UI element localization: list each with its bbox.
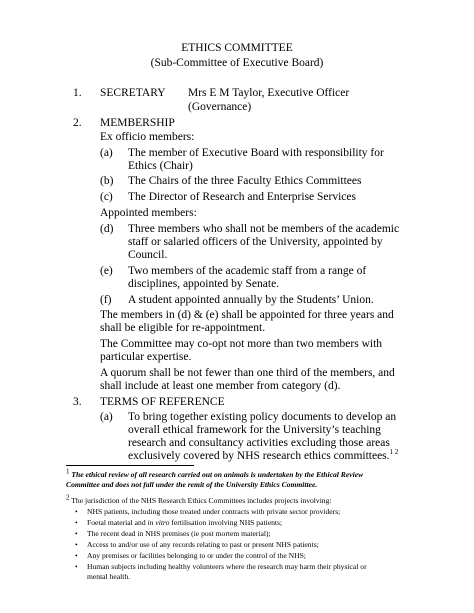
footnote-2-intro: The jurisdiction of the NHS Research Ethics Committees includes projects involving: [71, 496, 332, 505]
ex-officio-label: Ex officio members: [100, 131, 195, 143]
footnote-2 [66, 493, 332, 506]
section-number: 3. [73, 396, 82, 408]
bullet-icon: • [75, 507, 78, 516]
list-item-text: Three members who shall not be members of the academic [128, 223, 400, 235]
list-marker: (a) [100, 147, 113, 159]
footnote-mark: 1 [66, 467, 70, 476]
list-marker: (a) [100, 411, 113, 423]
section-number: 1. [73, 87, 82, 99]
bullet-icon: • [75, 551, 78, 560]
paragraph-text: shall be eligible for re-appointment. [100, 322, 266, 334]
page-subtitle: (Sub-Committee of Executive Board) [150, 57, 324, 69]
list-item-text: Ethics (Chair) [128, 160, 193, 172]
footnote-bullet-text-cont: mental health. [87, 572, 131, 581]
footnote-bullet-text: The recent dead in NHS premises (ie post mortem material); [87, 529, 271, 538]
list-marker: (c) [100, 191, 113, 203]
list-item-text: The Director of Research and Enterprise Services [128, 191, 356, 203]
paragraph-text: The members in (d) & (e) shall be appointed for three years and [100, 309, 394, 321]
section-title-membership: MEMBERSHIP [100, 117, 175, 129]
list-item-text: A student appointed annually by the Students’ Union. [128, 294, 374, 306]
bullet-icon: • [75, 540, 78, 549]
paragraph-text: A quorum shall be not fewer than one third of the members, and [100, 367, 395, 379]
footnote-reference[interactable]: 1 2 [389, 448, 399, 457]
list-marker: (e) [100, 265, 113, 277]
list-item-text: disciplines, appointed by Senate. [128, 278, 280, 290]
list-marker: (f) [100, 294, 112, 306]
list-marker: (d) [100, 223, 114, 235]
page-title: ETHICS COMMITTEE [181, 42, 293, 54]
terms-text: overall ethical framework for the University’s teaching [128, 424, 381, 436]
list-item-text: The member of Executive Board with responsibility for [128, 147, 384, 159]
terms-text: To bring together existing policy documents to develop an [128, 411, 397, 423]
terms-text: research and consultancy activities excluding those areas [128, 437, 390, 449]
footnote-1-text-cont: Committee and does not fall under the remit of the University Ethics Committee. [66, 480, 318, 489]
footnote-mark: 2 [66, 493, 70, 502]
list-item-text: The Chairs of the three Faculty Ethics Committees [128, 175, 362, 187]
list-item-text: Council. [128, 249, 168, 261]
section-number: 2. [73, 117, 82, 129]
footnote-1 [66, 467, 364, 480]
terms-text-last [128, 449, 398, 463]
footnote-bullet-text: Human subjects including healthy volunteers where the research may harm their physical or [87, 562, 367, 571]
terms-text: exclusively covered by NHS research ethics committees. [128, 450, 390, 462]
bullet-icon: • [75, 562, 78, 571]
list-marker: (b) [100, 175, 114, 187]
footnote-1-text: The ethical review of all research carried out on animals is undertaken by the Ethical Review [71, 470, 364, 479]
paragraph-text: shall include at least one member from category (d). [100, 380, 341, 392]
footnote-separator [66, 465, 194, 466]
footnote-bullet-text: Access to and/or use of any records relating to past or present NHS patients; [87, 540, 319, 549]
secretary-name-cont: (Governance) [188, 101, 252, 113]
section-title-terms: TERMS OF REFERENCE [100, 396, 225, 408]
footnote-bullet-text: NHS patients, including those treated under contracts with private sector providers; [87, 507, 341, 516]
footnote-bullet-text: Foetal material and in vitro fertilisation involving NHS patients; [87, 518, 283, 527]
appointed-label: Appointed members: [100, 207, 197, 219]
secretary-name: Mrs E M Taylor, Executive Officer [188, 87, 350, 99]
list-item-text: Two members of the academic staff from a range of [128, 265, 367, 277]
paragraph-text: The Committee may co-opt not more than two members with [100, 338, 383, 350]
list-item-text: staff or salaried officers of the University, appointed by [128, 236, 383, 248]
bullet-icon: • [75, 518, 78, 527]
footnote-bullet-text: Any premises or facilities belonging to or under the control of the NHS; [87, 551, 306, 560]
paragraph-text: particular expertise. [100, 351, 192, 363]
bullet-icon: • [75, 529, 78, 538]
section-title-secretary: SECRETARY [100, 87, 166, 99]
